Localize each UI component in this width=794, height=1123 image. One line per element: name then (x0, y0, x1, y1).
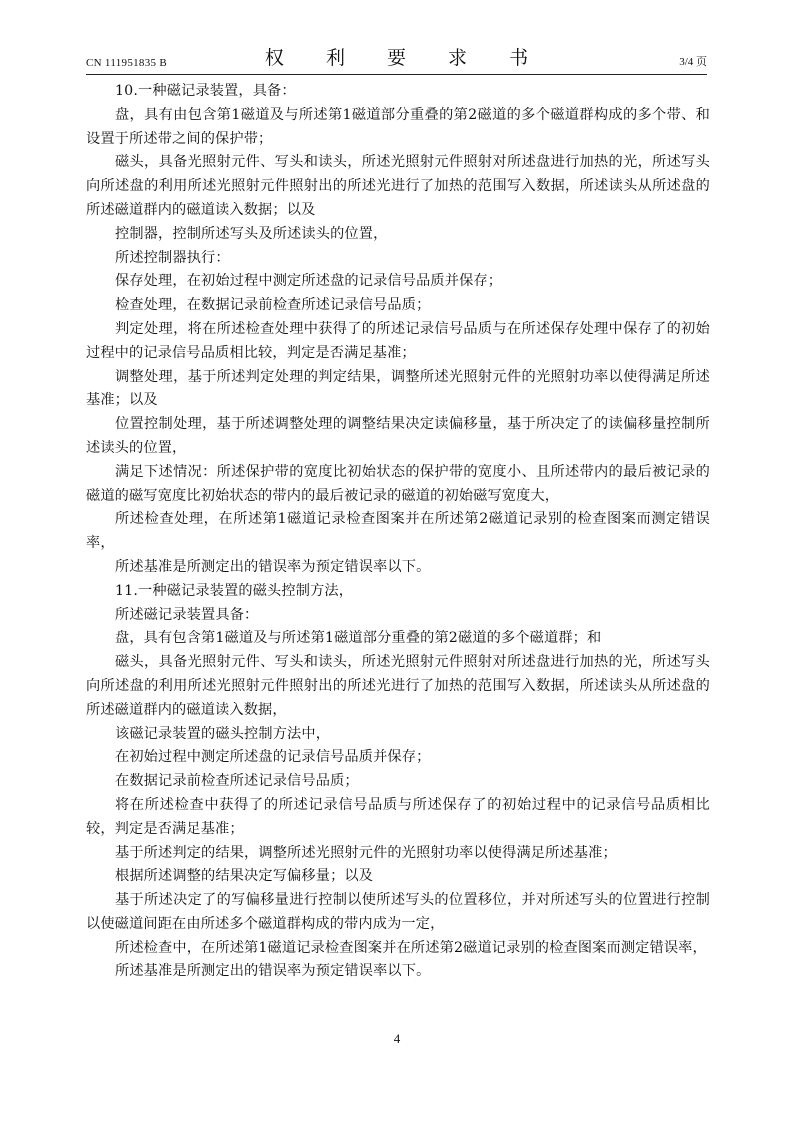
claim-paragraph: 10.一种磁记录装置，具备： (115, 83, 296, 99)
claim-paragraph: 满足下述情况：所述保护带的宽度比初始状态的保护带的宽度小、且所述带内的最后被记录的磁道的磁写宽度比初始状态的带内的最后被记录的磁道的初始磁写宽度大， (86, 463, 710, 504)
claim-paragraph: 在初始过程中测定所述盘的记录信号品质并保存； (115, 749, 431, 766)
claim-paragraph: 所述检查中，在所述第1磁道记录检查图案并在所述第2磁道记录别的检查图案而测定错误率， (115, 939, 707, 956)
claim-paragraph: 将在所述检查中获得了的所述记录信号品质与所述保存了的初始过程中的记录信号品质相比较，判定是否满足基准； (86, 796, 710, 837)
claim-paragraph: 所述基准是所测定出的错误率为预定错误率以下。 (115, 558, 431, 575)
claim-paragraph: 检查处理，在数据记录前检查所述记录信号品质； (115, 297, 431, 314)
page-number: 4 (393, 1031, 401, 1046)
claim-paragraph: 所述磁记录装置具备： (115, 606, 259, 623)
claim-paragraph: 11.一种磁记录装置的磁头控制方法， (115, 582, 354, 599)
claim-paragraph: 控制器，控制所述写头及所述读头的位置， (115, 225, 388, 242)
claim-paragraph: 磁头，具备光照射元件、写头和读头，所述光照射元件照射对所述盘进行加热的光，所述写头向所述盘的利用所述光照射元件照射出的所述光进行了加热的范围写入数据，所述读头从所述盘的所述磁道群内的磁道读入数据；以及 (86, 154, 710, 218)
claim-paragraph: 在数据记录前检查所述记录信号品质； (115, 773, 359, 790)
claim-paragraph: 所述检查处理，在所述第1磁道记录检查图案并在所述第2磁道记录别的检查图案而测定错误率， (86, 511, 710, 552)
page-header (86, 44, 707, 74)
claim-paragraph: 磁头，具备光照射元件、写头和读头，所述光照射元件照射对所述盘进行加热的光，所述写头向所述盘的利用所述光照射元件照射出的所述光进行了加热的范围写入数据，所述读头从所述盘的所述磁道群内的磁道读入数据， (86, 654, 710, 718)
claim-paragraph: 保存处理，在初始过程中测定所述盘的记录信号品质并保存； (115, 273, 503, 290)
claim-paragraph: 基于所述决定了的写偏移量进行控制以使所述写头的位置移位，并对所述写头的位置进行控制以使磁道间距在由所述多个磁道群构成的带内成为一定， (86, 892, 710, 932)
claim-paragraph: 所述基准是所测定出的错误率为预定错误率以下。 (115, 963, 431, 980)
claim-paragraph: 基于所述判定的结果，调整所述光照射元件的光照射功率以使得满足所述基准； (115, 844, 617, 861)
claim-paragraph: 根据所述调整的结果决定写偏移量；以及 (115, 868, 374, 885)
patent-number: CN 111951835 B (86, 57, 168, 69)
claim-paragraph: 该磁记录装置的磁头控制方法中， (115, 725, 331, 742)
claim-paragraph: 所述控制器执行： (115, 249, 230, 266)
claims-body (86, 80, 710, 984)
claim-paragraph: 盘，具有包含第1磁道及与所述第1磁道部分重叠的第2磁道的多个磁道群；和 (115, 630, 602, 647)
document-title: 权 利 要 求 书 (264, 47, 547, 69)
claim-paragraph: 盘，具有由包含第1磁道及与所述第1磁道部分重叠的第2磁道的多个磁道群构成的多个带、和设置于所述带之间的保护带； (86, 106, 710, 147)
header-divider (86, 74, 707, 75)
page-indicator: 3/4 页 (679, 56, 707, 68)
claim-paragraph: 位置控制处理，基于所述调整处理的调整结果决定读偏移量，基于所决定了的读偏移量控制所述读头的位置， (86, 416, 710, 456)
claim-paragraph: 调整处理，基于所述判定处理的判定结果，调整所述光照射元件的光照射功率以使得满足所述基准；以及 (86, 368, 710, 409)
claim-paragraph: 判定处理，将在所述检查处理中获得了的所述记录信号品质与在所述保存处理中保存了的初始过程中的记录信号品质相比较，判定是否满足基准； (86, 320, 710, 361)
